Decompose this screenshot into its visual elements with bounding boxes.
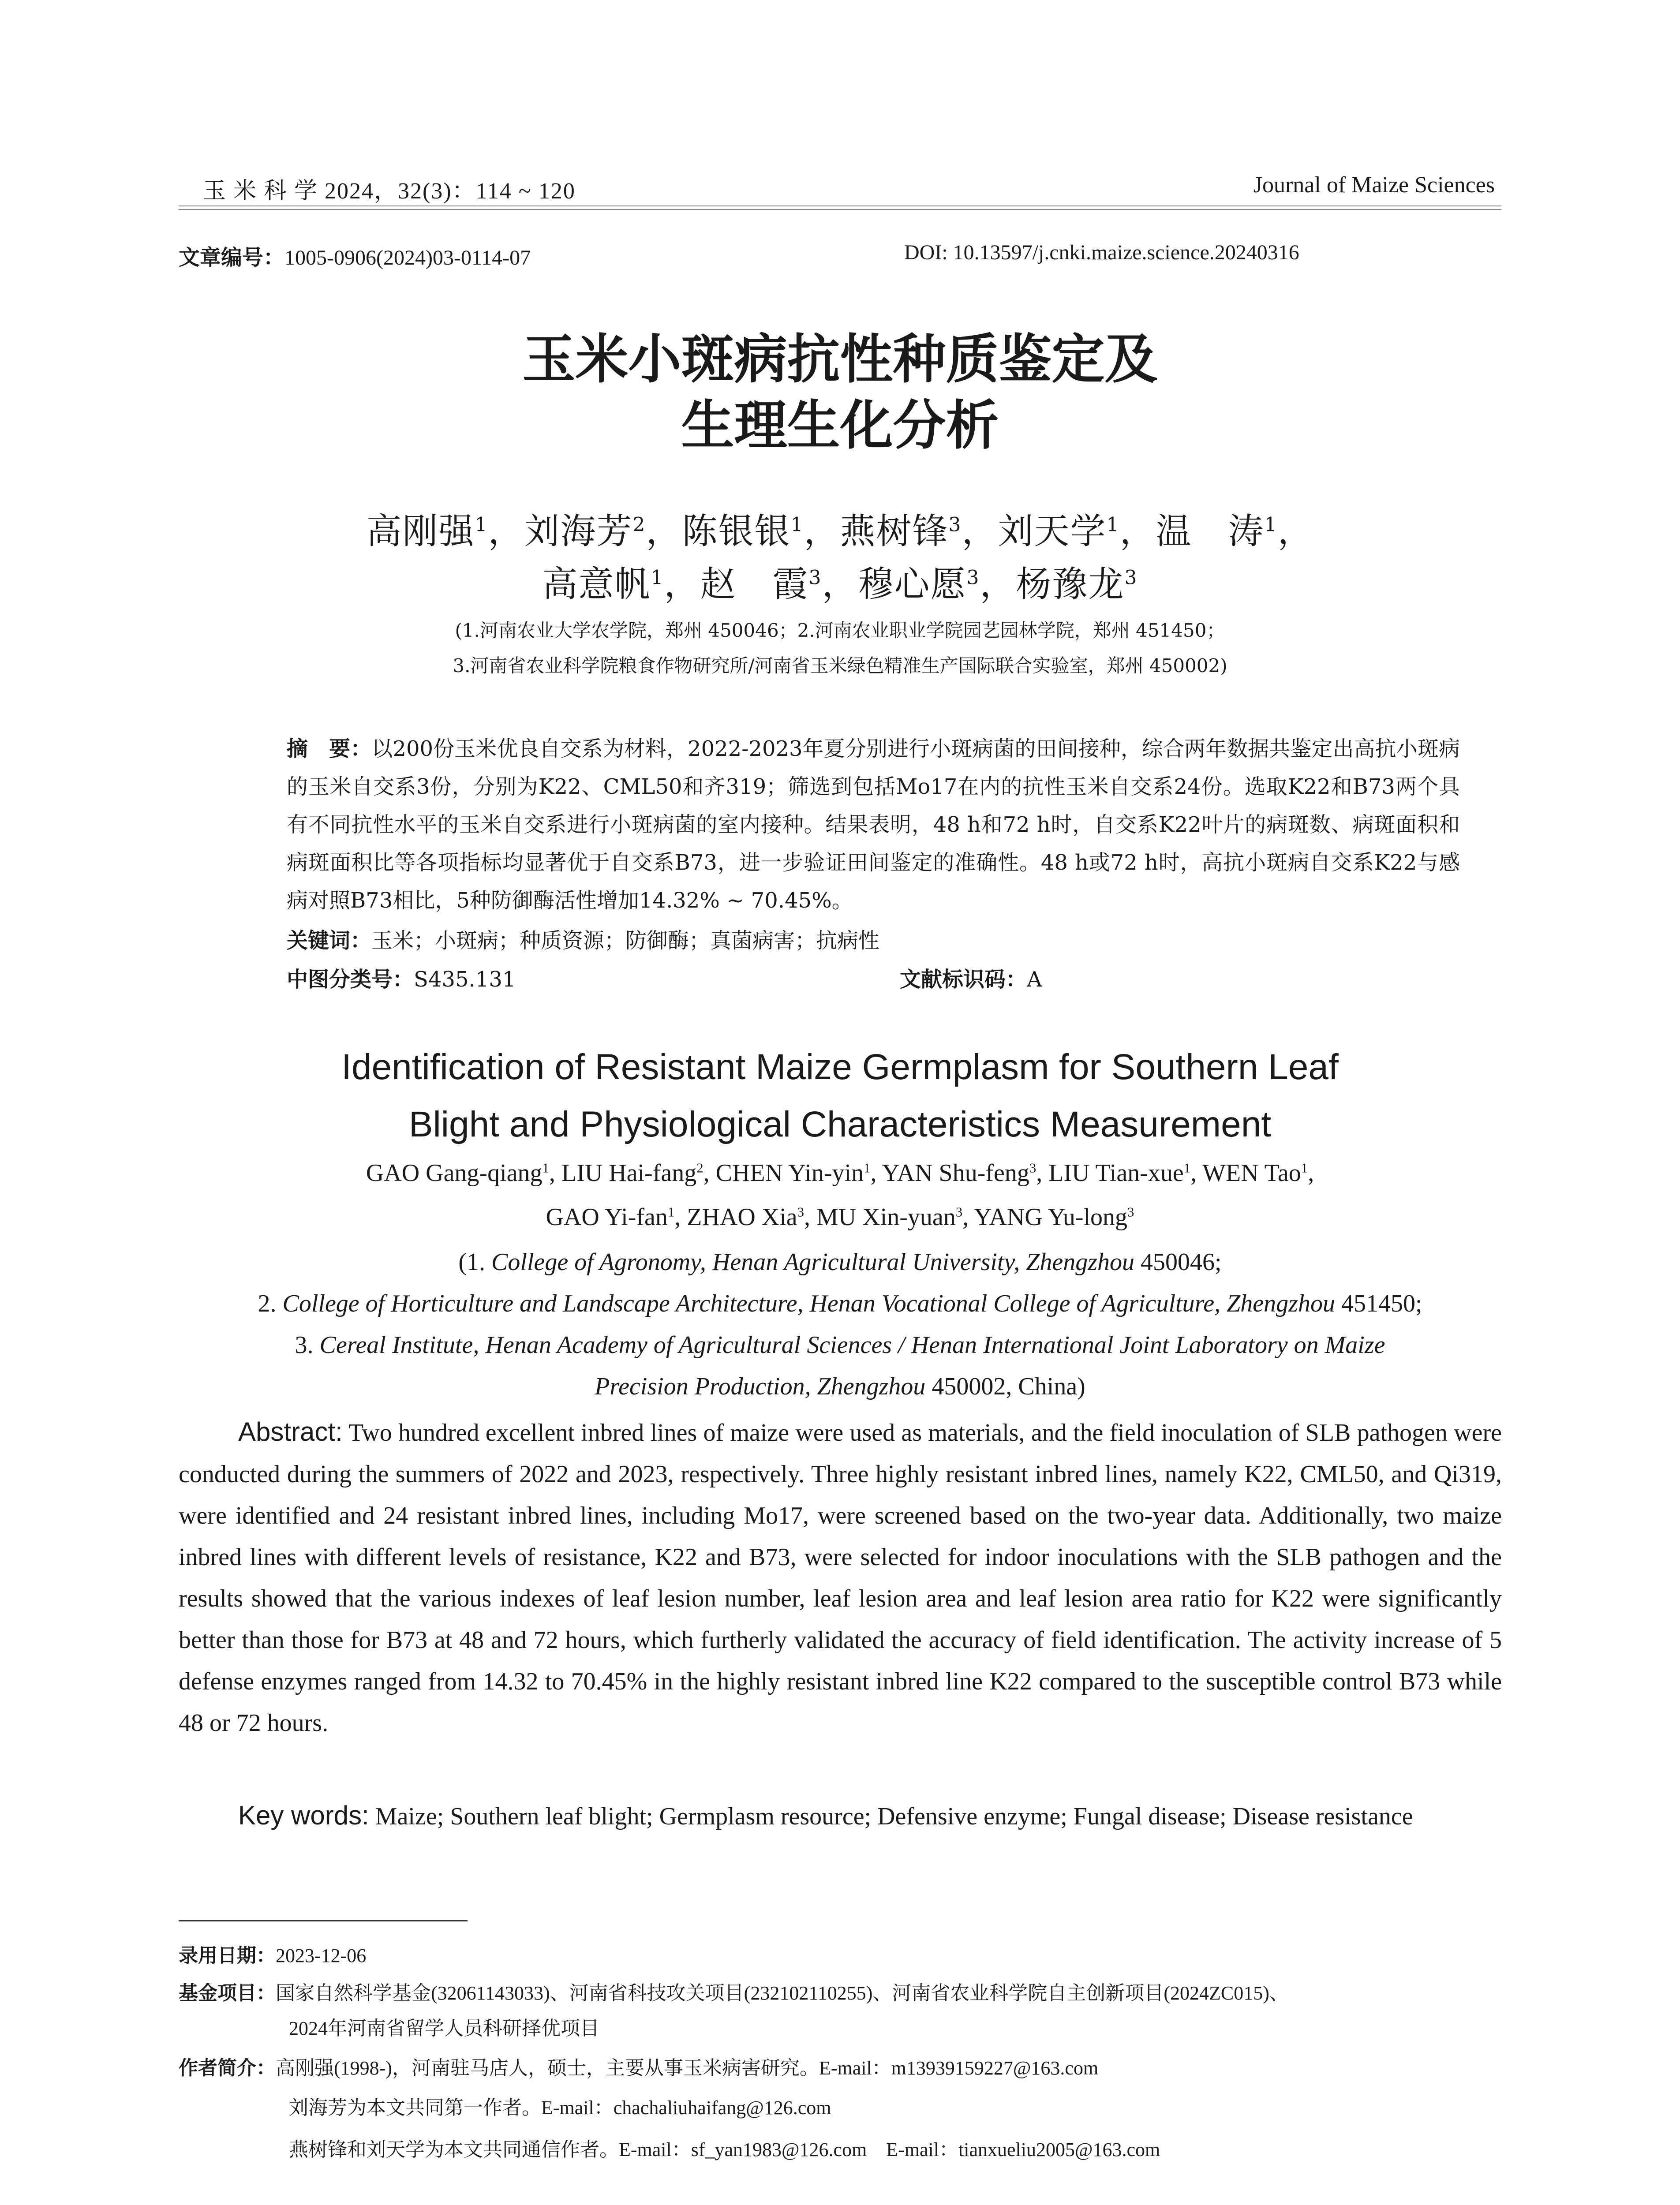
- author-name: 燕树锋: [840, 511, 949, 552]
- title-en-line2: Blight and Physiological Characteristics Measurement: [408, 1104, 1272, 1144]
- clc-value: S435.131: [414, 967, 516, 992]
- keywords-cn: [287, 922, 1460, 960]
- authors-en-line1: GAO Gang-qiang$^1$, LIU Hai-fang$^2$, CHEN Yin-yin$^1$, YAN Shu-feng$^3$, LIU Tian-xue$^1$, WEN Tao$^1$,: [366, 1159, 1314, 1187]
- keywords-en: [179, 1795, 1502, 1837]
- author-affiliation-marker: 1: [790, 513, 804, 536]
- author-affiliation-marker: 1: [1264, 513, 1278, 536]
- author-name: GAO Gang-qiang: [366, 1159, 543, 1187]
- author-name: 赵 霞: [700, 564, 809, 605]
- affiliation-en-line: [132, 1324, 1548, 1366]
- title-cn-line1: 玉米小斑病抗性种质鉴定及: [522, 328, 1158, 390]
- author-name: WEN Tao: [1202, 1159, 1301, 1187]
- authors-en-line2: GAO Yi-fan$^1$, ZHAO Xia$^3$, MU Xin-yuan$^3$, YANG Yu-long$^3$: [546, 1203, 1134, 1231]
- author-affiliation-marker: 3: [948, 513, 962, 536]
- affiliation-en-line: [132, 1283, 1548, 1324]
- author-name: LIU Hai-fang: [561, 1159, 697, 1187]
- affiliation-en-line: [132, 1366, 1548, 1407]
- author-name: 刘海芳: [524, 511, 633, 552]
- author-affiliation-marker: 1: [542, 1160, 549, 1176]
- author-name: 高刚强: [366, 511, 475, 552]
- author-bio-line1: 高刚强(1998-)，河南驻马店人，硕士，主要从事玉米病害研究。E-mail：m13939159227@163.com: [276, 2057, 1099, 2079]
- author-name: GAO Yi-fan: [546, 1203, 668, 1231]
- abstract-cn-text: 以200份玉米优良自交系为材料，2022-2023年夏分别进行小斑病菌的田间接种，综合两年数据共鉴定出高抗小斑病的玉米自交系3份，分别为K22、CML50和齐319；筛选到包括Mo17在内的抗性玉米自交系24份。选取K22和B73两个具有不同抗性水平的玉米自交系进行小斑病菌的室内接种。结果表明，48 h和72 h时，自交系K22叶片的病斑数、病斑面积和病斑面积比等各项指标均显著优于自交系B73，进一步验证田间鉴定的准确性。48 h或72 h时，高抗小斑病自交系K22与感病对照B73相比，5种防御酶活性增加14.32% ~ 70.45%。: [287, 736, 1460, 913]
- affiliation-en-prefix: (1.: [458, 1248, 492, 1276]
- article-number-value: 1005-0906(2024)03-0114-07: [284, 246, 531, 269]
- author-name: LIU Tian-xue: [1048, 1159, 1184, 1187]
- classification-cn: [287, 960, 1460, 998]
- journal-header-en: Journal of Maize Sciences: [1253, 172, 1495, 198]
- author-name: 高意帆: [542, 564, 651, 605]
- author-name: MU Xin-yuan: [816, 1203, 956, 1231]
- author-name: 穆心愿: [858, 564, 967, 605]
- footnote-rule: [179, 1920, 468, 1921]
- abstract-en: [179, 1411, 1502, 1744]
- affiliation-en-suffix: 451450;: [1335, 1290, 1422, 1317]
- author-affiliation-marker: 1: [1183, 1160, 1191, 1176]
- journal-header-cn: 玉 米 科 学 2024，32(3)：114 ~ 120: [203, 179, 576, 204]
- clc-label: 中图分类号：: [287, 967, 414, 992]
- author-affiliation-marker: 1: [651, 566, 664, 589]
- affiliation-en-institution: Cereal Institute, Henan Academy of Agricultural Sciences / Henan International Joint Laboratory on Maize: [319, 1331, 1385, 1359]
- author-name: 陈银银: [682, 511, 791, 552]
- author-affiliation-marker: 1: [864, 1160, 871, 1176]
- keywords-en-label: Key words:: [238, 1801, 369, 1830]
- received-label: 录用日期：: [179, 1944, 276, 1967]
- affiliation-en-institution: College of Horticulture and Landscape Architecture, Henan Vocational College of Agriculture, Zhengzhou: [282, 1290, 1335, 1317]
- document-code: [900, 960, 1042, 998]
- author-affiliation-marker: 3: [1029, 1160, 1036, 1176]
- footnote-received: [179, 1938, 1502, 1973]
- keywords-en-text: Maize; Southern leaf blight; Germplasm resource; Defensive enzyme; Fungal disease; Disease resistance: [375, 1803, 1413, 1830]
- abstract-cn-label: 摘 要：: [287, 736, 372, 761]
- author-name: 刘天学: [998, 511, 1107, 552]
- affiliations-cn-line1: (1.河南农业大学农学院，郑州 450046；2.河南农业职业学院园艺园林学院，郑州 451450；: [455, 620, 1225, 641]
- author-bio-label: 作者简介：: [179, 2057, 276, 2079]
- doc-code-label: 文献标识码：: [900, 967, 1027, 992]
- footnote-funding: [179, 1976, 1502, 2011]
- footnote-corresponding-authors: 燕树锋和刘天学为本文共同通信作者。E-mail：sf_yan1983@126.com E-mail：tianxueliu2005@163.com: [289, 2139, 1160, 2160]
- author-affiliation-marker: 1: [1106, 513, 1120, 536]
- author-name: 杨豫龙: [1016, 564, 1125, 605]
- affiliation-en-institution: College of Agronomy, Henan Agricultural University, Zhengzhou: [491, 1248, 1135, 1276]
- author-name: ZHAO Xia: [687, 1203, 797, 1231]
- authors-cn-line2: 高意帆$^1$，赵 霞$^3$，穆心愿$^3$，杨豫龙$^3$: [542, 564, 1138, 605]
- author-name: YAN Shu-feng: [882, 1159, 1029, 1187]
- author-affiliation-marker: 3: [1127, 1204, 1134, 1220]
- keywords-cn-label: 关键词：: [287, 928, 372, 953]
- title-cn-line2: 生理生化分析: [681, 394, 999, 456]
- author-affiliation-marker: 3: [955, 1204, 963, 1220]
- affiliation-en-prefix: 3.: [295, 1331, 320, 1359]
- affiliation-en-prefix: 2.: [258, 1290, 283, 1317]
- abstract-en-text: Two hundred excellent inbred lines of maize were used as materials, and the field inoculation of SLB pathogen were conducted during the summers of 2022 and 2023, respectively. Three highly resistant inbred lines, namely K22, CML50, and Qi319, were identified and 24 resistant inbred lines, including Mo17, were screened based on the two-year data. Additionally, two maize inbred lines with different levels of resistance, K22 and B73, were selected for indoor inoculations with the SLB pathogen and the results showed that the various indexes of leaf lesion number, leaf lesion area and leaf lesion area ratio for K22 were significantly better than those for B73 at 48 and 72 hours, which furtherly validated the accuracy of field identification. The activity increase of 5 defense enzymes ranged from 14.32 to 70.45% in the highly resistant inbred line K22 compared to the susceptible control B73 while 48 or 72 hours.: [179, 1419, 1502, 1737]
- abstract-en-label: Abstract:: [238, 1417, 343, 1446]
- funding-label: 基金项目：: [179, 1982, 276, 2004]
- author-affiliation-marker: 2: [632, 513, 646, 536]
- author-affiliation-marker: 3: [797, 1204, 804, 1220]
- author-name: 温 涛: [1156, 511, 1265, 552]
- author-affiliation-marker: 1: [1301, 1160, 1308, 1176]
- affiliations-en: [132, 1241, 1548, 1407]
- affiliation-en-line: [132, 1241, 1548, 1283]
- author-name: CHEN Yin-yin: [715, 1159, 864, 1187]
- author-affiliation-marker: 2: [696, 1160, 703, 1176]
- author-affiliation-marker: 3: [1124, 566, 1138, 589]
- funding-line1: 国家自然科学基金(32061143033)、河南省科技攻关项目(232102110255)、河南省农业科学院自主创新项目(2024ZC015)、: [276, 1982, 1289, 2004]
- keywords-cn-text: 玉米；小斑病；种质资源；防御酶；真菌病害；抗病性: [371, 928, 880, 953]
- doi: DOI: 10.13597/j.cnki.maize.science.20240316: [904, 241, 1299, 264]
- affiliations-cn-line2: 3.河南省农业科学院粮食作物研究所/河南省玉米绿色精准生产国际联合实验室，郑州 450002): [453, 655, 1227, 676]
- author-name: YANG Yu-long: [974, 1203, 1128, 1231]
- footnote-funding-cont: 2024年河南省留学人员科研择优项目: [289, 2018, 599, 2039]
- affiliation-en-suffix: 450002, China): [925, 1373, 1085, 1400]
- article-number: [179, 240, 531, 271]
- affiliation-en-suffix: 450046;: [1134, 1248, 1222, 1276]
- author-affiliation-marker: 3: [966, 566, 980, 589]
- author-affiliation-marker: 1: [667, 1204, 675, 1220]
- footnote-author: [179, 2051, 1502, 2086]
- authors-cn-line1: 高刚强$^1$，刘海芳$^2$，陈银银$^1$，燕树锋$^3$，刘天学$^1$，温 涛$^1$，: [366, 511, 1314, 552]
- affiliation-en-institution: Precision Production, Zhengzhou: [595, 1373, 926, 1400]
- header-rule: [179, 206, 1501, 210]
- received-date: 2023-12-06: [276, 1945, 367, 1966]
- footnote-co-first-author: 刘海芳为本文共同第一作者。E-mail：chachaliuhaifang@126.com: [289, 2097, 831, 2119]
- author-affiliation-marker: 1: [475, 513, 488, 536]
- abstract-cn: [287, 730, 1460, 919]
- article-number-label: 文章编号：: [179, 245, 285, 270]
- doc-code-value: A: [1027, 967, 1042, 992]
- title-en-line1: Identification of Resistant Maize Germplasm for Southern Leaf: [341, 1047, 1339, 1087]
- author-affiliation-marker: 3: [808, 566, 822, 589]
